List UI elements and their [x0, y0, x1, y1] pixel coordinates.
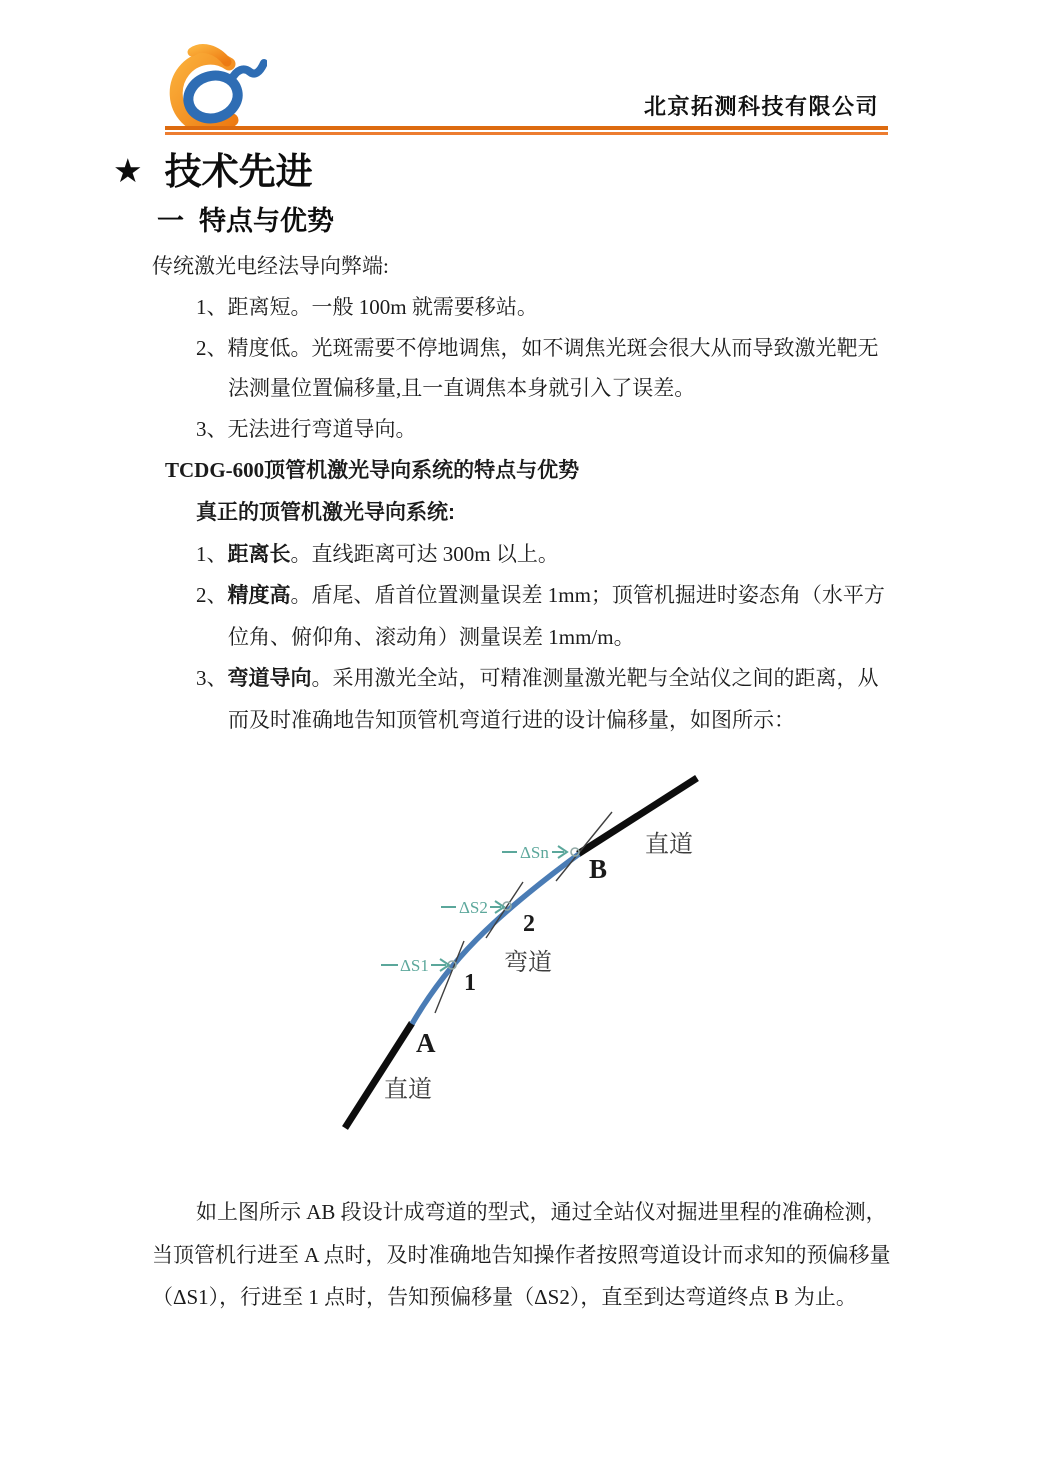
text-line — [152, 617, 952, 658]
text-line — [152, 1234, 952, 1277]
text-line — [152, 328, 952, 369]
body-lines — [152, 246, 952, 741]
company-name: 北京拓测科技有限公司 — [643, 94, 879, 119]
text-line — [152, 492, 952, 534]
text-segment: 法测量位置偏移量,且一直调焦本身就引入了误差。 — [228, 376, 696, 401]
text-segment: 当顶管机行进至 A 点时，及时准确地告知操作者按照弯道设计而求知的预偏移量 — [152, 1242, 891, 1267]
text-line — [152, 658, 952, 700]
text-segment: 传统激光电经法导向弊端: — [152, 254, 389, 278]
text-segment: 。盾尾、盾首位置测量误差 1mm；顶管机掘进时姿态角（水平方 — [290, 583, 885, 608]
header-rule — [165, 126, 888, 135]
text-segment: 1、距离短。一般 100m 就需要移站。 — [196, 294, 538, 319]
page-title — [113, 141, 313, 195]
text-segment: 而及时准确地告知顶管机弯道行进的设计偏移量，如图所示： — [228, 707, 795, 732]
text-segment: 。直线距离可达 300m 以上。 — [290, 541, 559, 566]
text-segment: 弯道导向 — [227, 666, 312, 690]
label-curve: 弯道 — [504, 950, 552, 976]
text-segment: 1、 — [196, 541, 228, 566]
label-point-a: A — [416, 1028, 436, 1058]
text-segment: 真正的顶管机激光导向系统: — [196, 500, 455, 524]
label-straight-top: 直道 — [645, 832, 693, 858]
label-point-b: B — [589, 854, 608, 884]
section-heading: 一 特点与优势 — [157, 206, 335, 236]
tangent-line-1 — [435, 941, 464, 1013]
closing-paragraph — [152, 1191, 952, 1319]
curve-guidance-diagram — [330, 770, 780, 1140]
text-segment: 3、 — [196, 665, 228, 690]
text-line — [152, 534, 952, 576]
text-line — [152, 287, 952, 328]
text-line — [152, 368, 952, 409]
text-segment: 顶管机激光导向系统的特点与优势 — [264, 458, 580, 482]
text-segment: （ΔS1），行进至 1 点时，告知预偏移量（ΔS2），直至到达弯道终点 B 为止。 — [152, 1285, 857, 1309]
text-line — [152, 1191, 952, 1234]
text-segment: 3、无法进行弯道导向。 — [196, 417, 417, 442]
label-point-1: 1 — [464, 970, 476, 996]
text-segment: 。采用激光全站，可精准测量激光靶与全站仪之间的距离，从 — [311, 665, 879, 690]
text-segment: 精度高 — [227, 584, 291, 608]
text-segment: 位角、俯仰角、滚动角）测量误差 1mm/m。 — [228, 625, 635, 650]
text-line — [152, 700, 952, 741]
delta-sn-label: ΔSn — [520, 843, 549, 862]
text-line — [152, 575, 952, 617]
delta-s2-label: ΔS2 — [459, 898, 488, 917]
straight-line-bottom — [345, 1023, 412, 1128]
label-straight-bottom: 直道 — [384, 1077, 432, 1103]
label-point-2: 2 — [523, 911, 535, 937]
star-icon: ★ — [113, 152, 143, 189]
page-title-text: 技术先进 — [164, 151, 313, 192]
company-logo-icon — [147, 40, 267, 138]
text-segment: 2、 — [196, 583, 228, 608]
delta-s1-label: ΔS1 — [400, 956, 429, 975]
curve-path — [412, 854, 579, 1024]
text-line — [152, 246, 952, 287]
text-line — [152, 409, 952, 450]
text-segment: TCDG-600 — [165, 457, 265, 482]
text-line — [152, 450, 952, 492]
text-segment: 距离长 — [227, 542, 291, 566]
text-line — [152, 1276, 952, 1319]
text-segment: 如上图所示 AB 段设计成弯道的型式，通过全站仪对掘进里程的准确检测， — [196, 1200, 887, 1224]
text-segment: 2、精度低。光斑需要不停地调焦，如不调焦光斑会很大从而导致激光靶无 — [196, 335, 879, 360]
